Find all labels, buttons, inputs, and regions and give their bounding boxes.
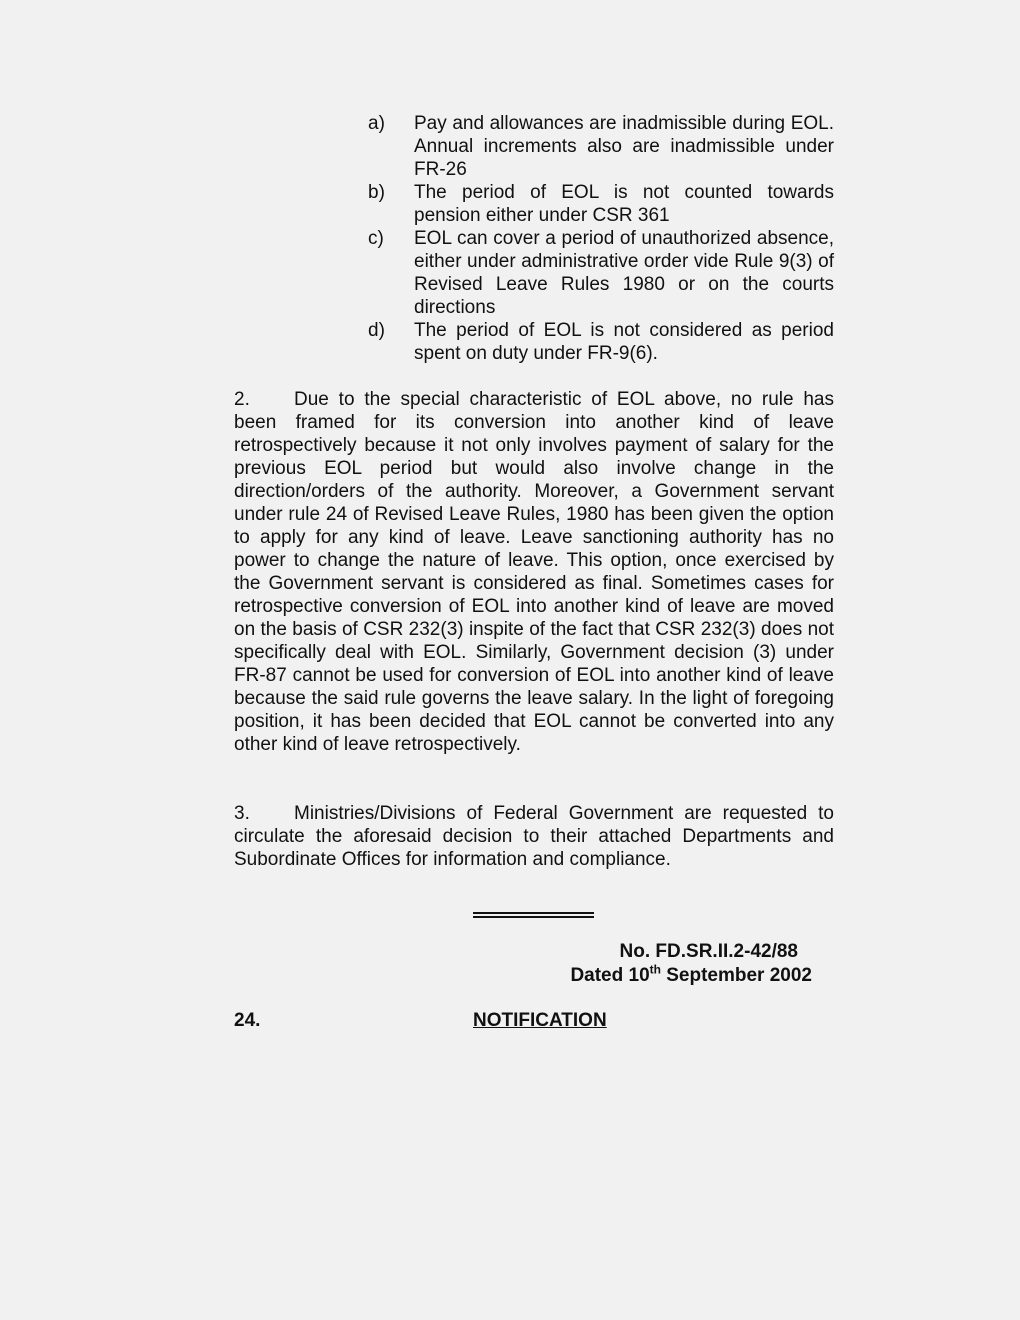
conditions-list [368,112,834,365]
double-rule-divider [473,912,594,918]
reference-block [540,940,830,988]
list-marker: d) [368,320,385,341]
date-rest: September 2002 [660,965,812,986]
paragraph-3 [234,802,834,871]
item-number: 24. [234,1010,261,1031]
date-ordinal-suffix: th [649,962,661,977]
date-prefix: Dated 10 [570,965,650,986]
section-heading: NOTIFICATION [473,1010,607,1031]
list-marker: c) [368,228,384,249]
paragraph-number: 3. [234,803,250,824]
paragraph-number: 2. [234,389,250,410]
paragraph-text: Ministries/Divisions of Federal Government are requested to circulate the aforesaid decision to their attached Departments and Subordinate Offices for information and compliance. [234,803,834,870]
list-text: The period of EOL is not considered as period spent on duty under FR-9(6). [414,320,834,364]
list-text: Pay and allowances are inadmissible during EOL. Annual increments also are inadmissible under FR-26 [414,113,834,180]
paragraph-2 [234,388,834,756]
list-item [368,112,834,181]
reference-number: No. FD.SR.II.2-42/88 [619,941,798,962]
list-item [368,319,834,365]
list-text: EOL can cover a period of unauthorized absence, either under administrative order vide Rule 9(3) of Revised Leave Rules 1980 or on the courts directions [414,228,834,318]
list-text: The period of EOL is not counted towards pension either under CSR 361 [414,182,834,226]
list-marker: a) [368,113,385,134]
list-item [368,181,834,227]
list-marker: b) [368,182,385,203]
list-item [368,227,834,319]
paragraph-text: Due to the special characteristic of EOL above, no rule has been framed for its conversion into another kind of leave retrospectively because it not only involves payment of salary for the previous EOL period but would also involve change in the direction/orders of the authority. Moreover, a Government servant under rule 24 of Revised Leave Rules, 1980 has been given the option to apply for any kind of leave. Leave sanctioning authority has no power to change the nature of leave. This option, once exercised by the Government servant is considered as final. Sometimes cases for retrospective conversion of EOL into another kind of leave are moved on the basis of CSR 232(3) inspite of the fact that CSR 232(3) does not specifically deal with EOL. Similarly, Government decision (3) under FR-87 cannot be used for conversion of EOL into another kind of leave because the said rule governs the leave salary. In the light of foregoing position, it has been decided that EOL cannot be converted into any other kind of leave retrospectively. [234,389,834,755]
reference-date [540,964,830,988]
